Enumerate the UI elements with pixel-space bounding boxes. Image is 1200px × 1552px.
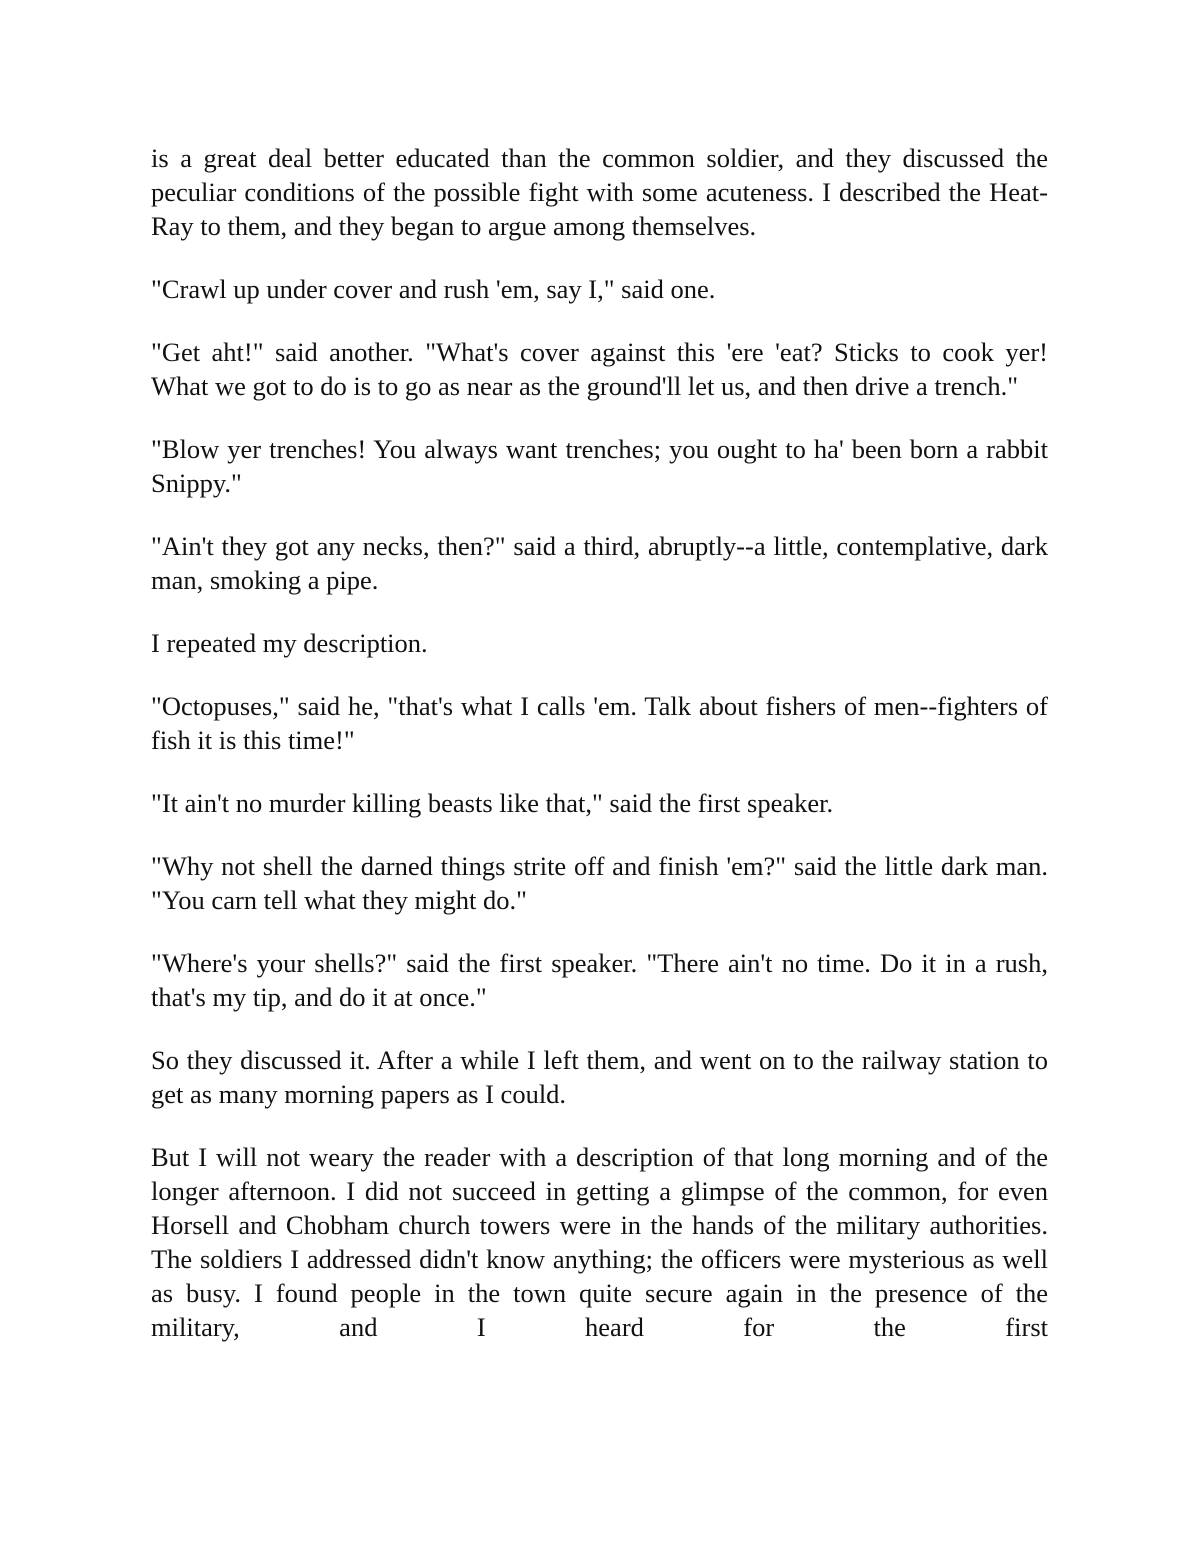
paragraph-12: But I will not weary the reader with a description of that long morning and of the longer afternoon. I did not succeed in getting a glimpse of the common, for even Horsell and Chobham church towers were in the hands of the military authorities. The soldiers I addressed didn't know anything; the officers were mysterious as well as busy. I found people in the town quite secure again in the presence of the military, and I heard for the first — [151, 1142, 1048, 1342]
paragraph-3: "Get aht!" said another. "What's cover against this 'ere 'eat? Sticks to cook yer! What we got to do is to go as near as the ground'll let us, and then drive a trench." — [151, 337, 1048, 401]
paragraph-10: "Where's your shells?" said the first speaker. "There ain't no time. Do it in a rush, that's my tip, and do it at once." — [151, 948, 1048, 1012]
paragraph-1: is a great deal better educated than the common soldier, and they discussed the peculiar conditions of the possible fight with some acuteness. I described the Heat-Ray to them, and they began to argue among themselves. — [151, 143, 1048, 241]
document-page — [151, 141, 1048, 1344]
paragraph-7: "Octopuses," said he, "that's what I calls 'em. Talk about fishers of men--fighters of fish it is this time!" — [151, 691, 1048, 755]
paragraph-4: "Blow yer trenches! You always want trenches; you ought to ha' been born a rabbit Snippy." — [151, 434, 1048, 498]
paragraph-8: "It ain't no murder killing beasts like that," said the first speaker. — [151, 788, 834, 818]
paragraph-6: I repeated my description. — [151, 628, 428, 658]
paragraph-9: "Why not shell the darned things strite off and finish 'em?" said the little dark man. "You carn tell what they might do." — [151, 851, 1048, 915]
paragraph-2: "Crawl up under cover and rush 'em, say I," said one. — [151, 274, 716, 304]
paragraph-5: "Ain't they got any necks, then?" said a third, abruptly--a little, contemplative, dark man, smoking a pipe. — [151, 531, 1048, 595]
paragraph-11: So they discussed it. After a while I left them, and went on to the railway station to get as many morning papers as I could. — [151, 1045, 1048, 1109]
